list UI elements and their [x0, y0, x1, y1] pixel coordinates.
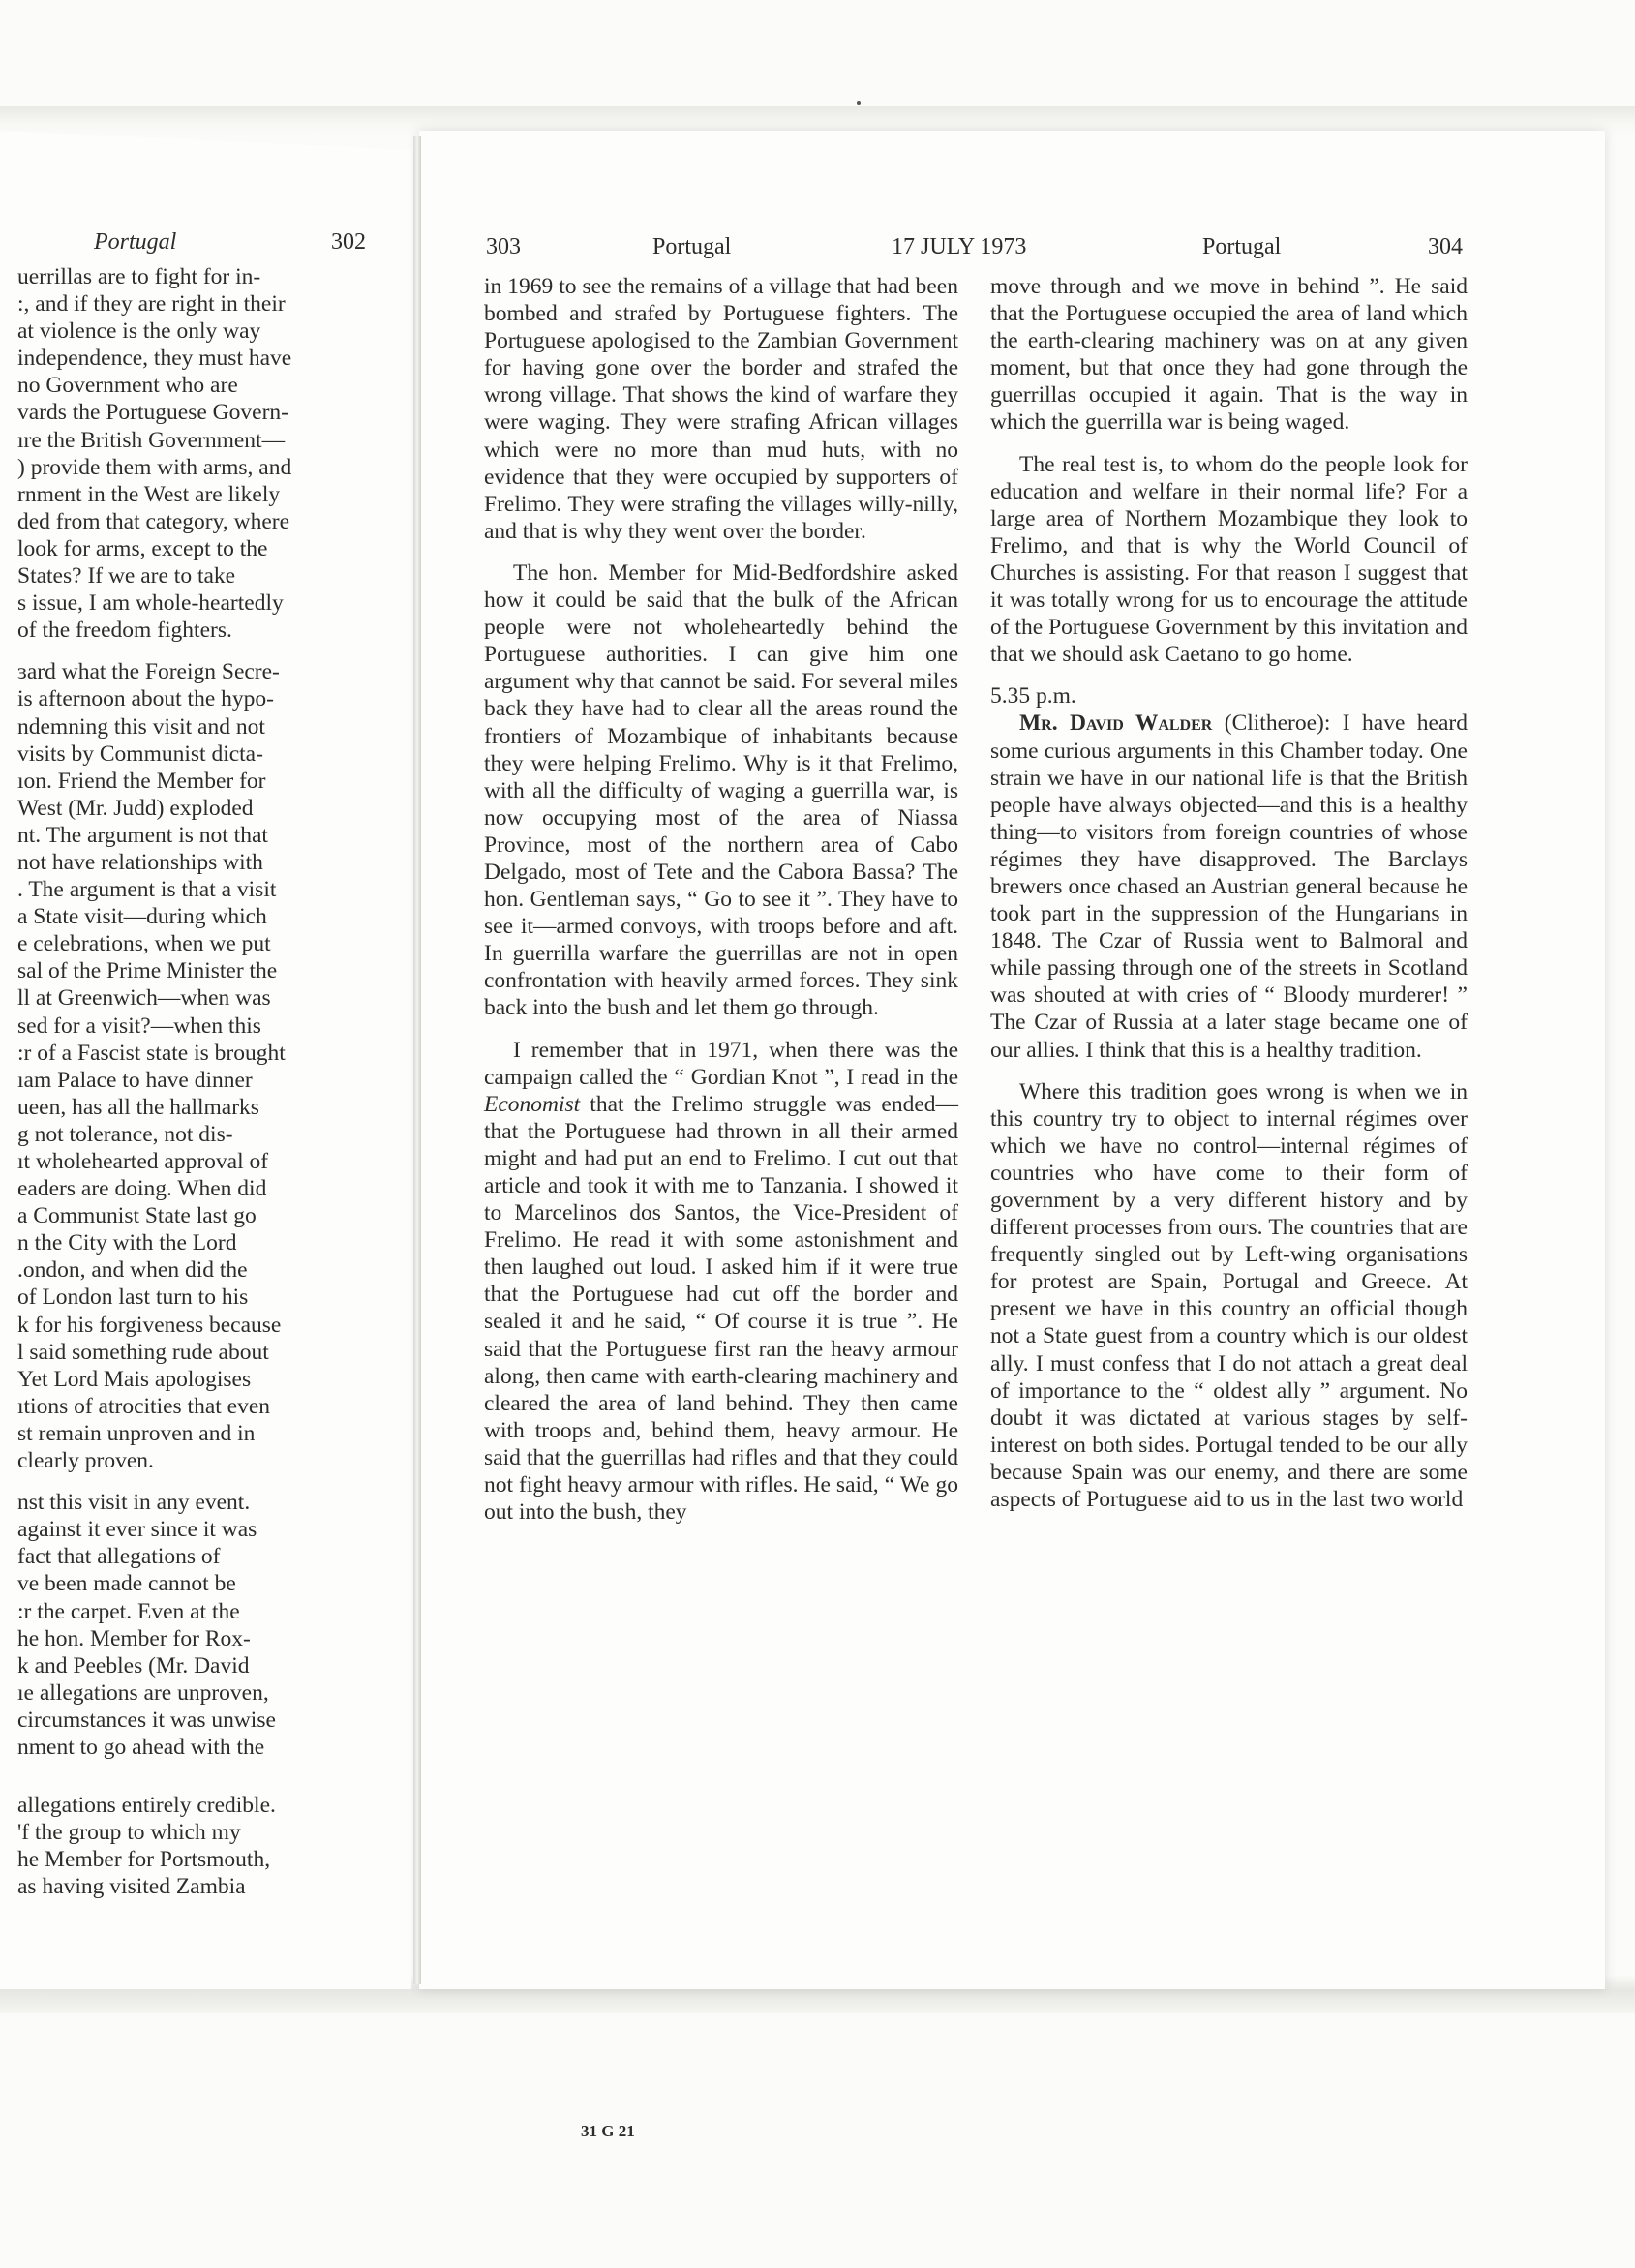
economist-title: Economist — [484, 1091, 581, 1117]
left-paragraph-1: uerrillas are to fight for in- :, and if they are right in their at violence is the only way independence, they must have no Government who are vards the Portuguese Govern- ıre the British Government— ) provide them with arms, and rnment in the West are likely ded from that category, where look for arms, except to the States? If we are to take s issue, I am whole-heartedly of the freedom fighters. — [17, 264, 292, 644]
paragraph-304-1: move through and we move in behind ”. He said that the Portuguese occupied the area of land which the earth-clearing machinery was on at any given moment, but that once they had gone through the guerrillas occupied it again. That is the way in which the guerrilla war is being waged. — [990, 274, 1468, 436]
page-number-303: 303 — [486, 234, 521, 259]
running-head-303: Portugal — [652, 234, 732, 259]
paragraph-304-4: Where this tradition goes wrong is when we in this country try to object to internal régimes over which we have no control—internal régimes of countries who have come to their form of government by a very different history and by different processes from ours. The countries that are frequently singled out by Left-wing organisations for protest are Spain, Portugal and Greece. At present we have in this country an official though not a State guest from a country which is our oldest ally. I must confess that I do not attach a great deal of importance to the “ oldest ally ” argument. No doubt it was dictated at various stages by self-interest on both sides. Portugal tended to be our ally because Spain was our enemy, and there are some aspects of Portuguese aid to us in the last two world — [990, 1078, 1468, 1513]
left-running-head: Portugal — [94, 229, 177, 255]
paragraph-303-3: I remember that in 1971, when there was the campaign called the “ Gordian Knot ”, I read in the Economist that the Frelimo struggle was ended—that the Portuguese had thrown in all their armed might and had put an end to Frelimo. I cut out that article and took it with me to Tanzania. I showed it to Marcelinos dos Santos, the Vice-President of Frelimo. He read it with some astonishment and then laughed out loud. I asked him if it were true that the Portuguese had cut off the border and sealed it and he said, “ Of course it is true ”. He said that the Portuguese first ran the heavy armour along, then came with earth-clearing machinery and cleared the area of land behind. They then came with troops and, behind them, heavy armour. He said that the guerrillas had rifles and that they could not fight heavy armour with rifles. He said, “ We go out into the bush, they — [484, 1037, 958, 1526]
left-paragraph-3: nst this visit in any event. against it ever since it was fact that allegations of ve been made cannot be :r the carpet. Even at the he hon. Member for Rox- k and Peebles (Mr. David ıe allegations are unproven, circumstances it was unwise nment to go ahead with the — [17, 1490, 276, 1760]
left-page-column — [17, 263, 368, 1900]
paragraph-304-2: The real test is, to whom do the people look for education and welfare in their normal life? For a large area of Northern Mozambique they look to Frelimo, and that is why the World Council of Churches is assisting. For that reason I suggest that it was totally wrong for us to encourage the attitude of the Portuguese Government by this invitation and that we should ask Caetano to go home. — [990, 451, 1468, 668]
sitting-date: 17 JULY 1973 — [892, 234, 1027, 259]
page-number-304: 304 — [1428, 234, 1463, 259]
speck — [857, 101, 861, 105]
speaker-name: Mr. David Walder — [1019, 711, 1213, 737]
left-paragraph-2: ɜard what the Foreign Secre- is afternoon about the hypo- ndemning this visit and not visits by Communist dicta- ıon. Friend the Member for West (Mr. Judd) exploded nt. The argument is not that not have relationships with . The argument is that a visit a State visit—during which e celebrations, when we put sal of the Prime Minister the ll at Greenwich—when was sed for a visit?—when this :r of a Fascist state is brought ıam Palace to have dinner ueen, has all the hallmarks g not tolerance, not dis- ıt wholehearted approval of eaders are doing. When did a Communist State last go n the City with the Lord .ondon, and when did the of London last turn to his k for his forgiveness because l said something rude about Yet Lord Mais apologises ıtions of atrocities that even st remain unproven and in clearly proven. — [17, 659, 286, 1474]
left-page-number: 302 — [331, 229, 366, 255]
paragraph-303-1: in 1969 to see the remains of a village that had been bombed and strafed by Portuguese fighters. The Portuguese apologised to the Zambian Government for having gone over the border and strafed the wrong village. That shows the kind of warfare they were waging. They were strafing African villages which were no more than mud huts, with no evidence that they were occupied by supporters of Frelimo. They were strafing the villages willy-nilly, and that is why they went over the border. — [484, 274, 958, 544]
printer-signature: 31 G 21 — [581, 2122, 635, 2140]
left-paragraph-4: allegations entirely credible. 'f the group to which my he Member for Portsmouth, as having visited Zambia — [17, 1793, 276, 1900]
paragraph-304-3: Mr. David Walder (Clitheroe): I have heard some curious arguments in this Chamber today. One strain we have in our national life is that the British people have always objected—and this is a healthy thing—to visitors from foreign countries of whose régimes they have disapproved. The Barclays brewers once chased an Austrian general because he took part in the suppression of the Hungarians in 1848. The Czar of Russia went to Balmoral and while passing through one of the streets in Scotland was shouted at with cries of “ Bloody murderer! ” The Czar of Russia at a later stage became one of our allies. I think that this is a healthy tradition. — [990, 711, 1468, 1063]
book-gutter — [413, 136, 421, 1984]
paragraph-303-2: The hon. Member for Mid-Bedfordshire asked how it could be said that the bulk of the African people were not wholeheartedly behind the Portuguese authorities. I can give him one argument why that cannot be said. For several miles back they have had to clear all the areas round the frontiers of Mozambique of inhabitants because they were helping Frelimo. Why is it that Frelimo, with all the difficulty of waging a guerrilla war, is now occupying most of the area of Niassa Province, most of the northern area of Cabo Delgado, most of Tete and the Cabora Bassa? The hon. Gentleman says, “ Go to see it ”. They have to see it—armed convoys, with troops before and aft. In guerrilla warfare the guerrillas are not in open confrontation with heavily armed forces. They sink back into the bush and let them go through. — [484, 559, 958, 1021]
time-stamp: 5.35 p.m. — [990, 683, 1076, 710]
column-303 — [484, 273, 958, 1526]
running-head-304: Portugal — [1202, 234, 1282, 259]
column-304 — [990, 273, 1468, 1513]
